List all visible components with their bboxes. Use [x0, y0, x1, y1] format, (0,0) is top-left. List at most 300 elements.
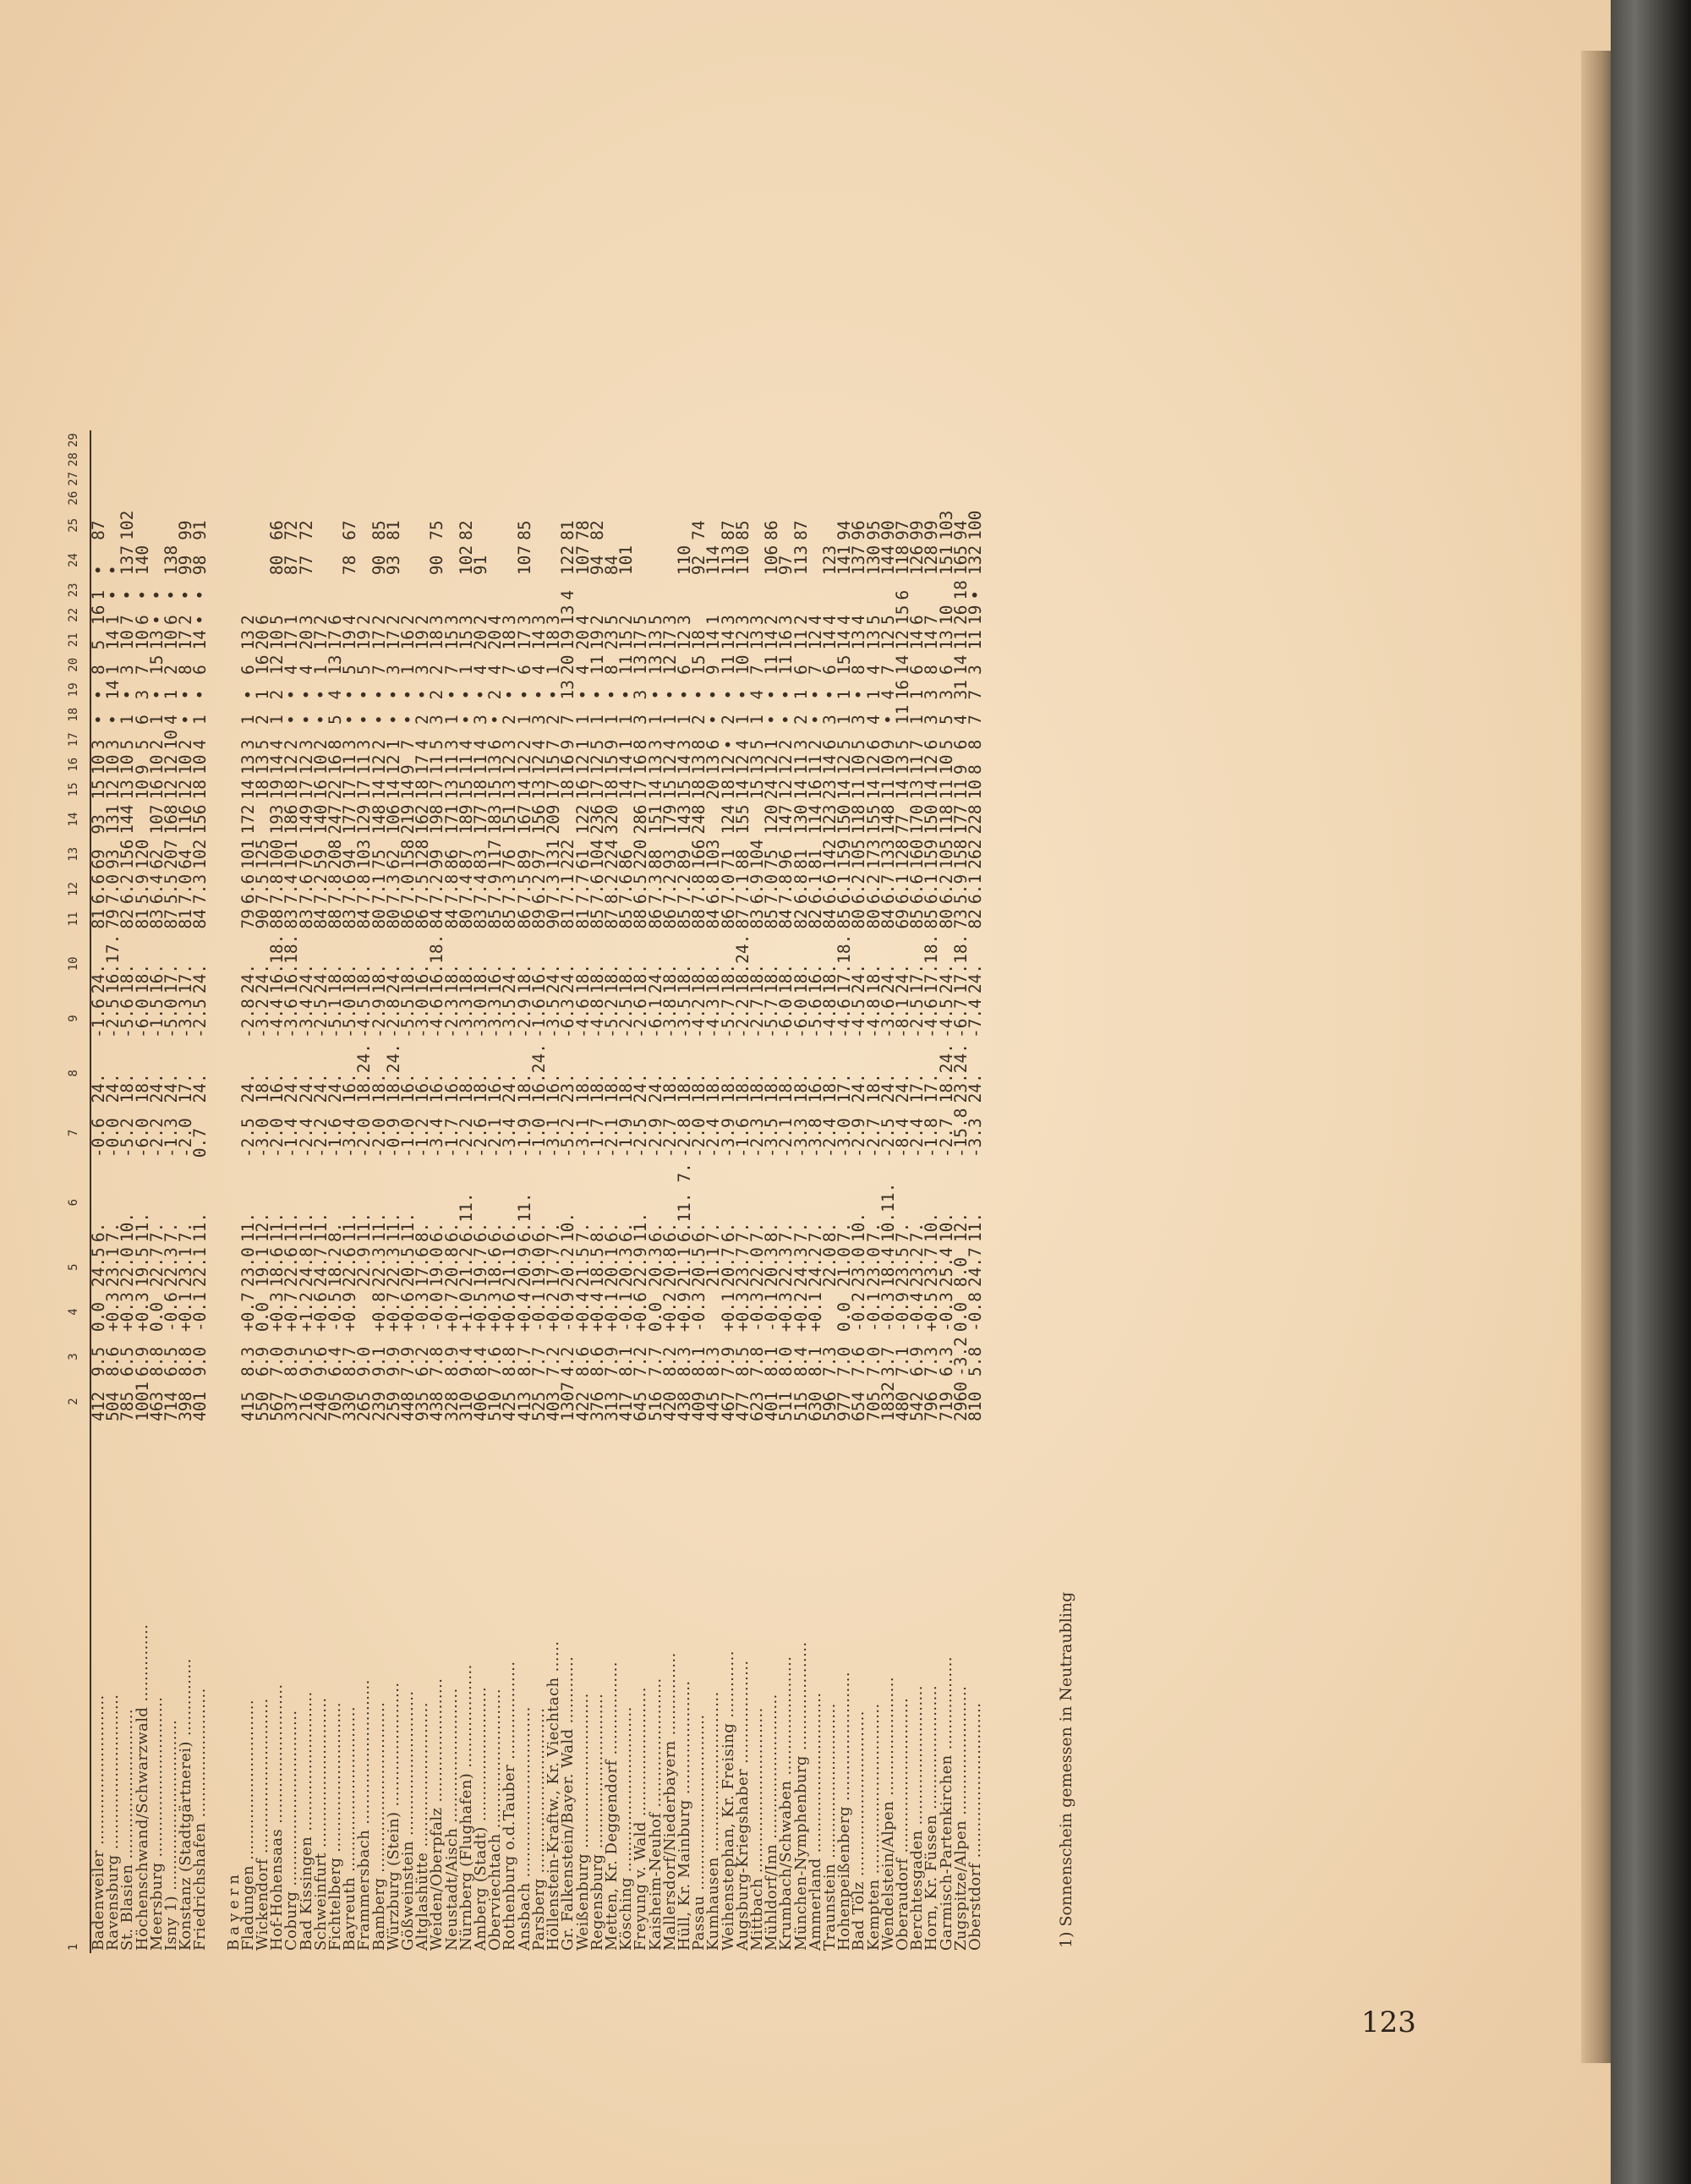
table-cell: 19 — [354, 630, 375, 650]
table-cell: 24. — [878, 963, 898, 994]
table-cell: +0.1 — [601, 1292, 621, 1333]
table-cell: 6.1 — [922, 873, 942, 905]
table-cell: 7.0 — [863, 1346, 884, 1377]
table-cell: -3.5 — [500, 999, 520, 1039]
table-cell: 18 — [558, 779, 578, 800]
table-cell: 4 — [282, 665, 302, 676]
table-cell: -2.5 — [878, 1118, 898, 1158]
table-cell: 3 — [659, 615, 680, 626]
table-cell: 95 — [863, 520, 884, 540]
table-cell: 1 — [791, 689, 811, 700]
table-cell: 13 — [238, 754, 258, 775]
table-cell: 18 — [427, 630, 447, 650]
table-cell: 18. — [863, 1073, 884, 1103]
table-cell: -5.1 — [326, 999, 346, 1039]
table-cell: 18. — [732, 1073, 752, 1103]
table-cell: 1 — [863, 689, 884, 700]
table-cell: 6 — [922, 739, 942, 750]
table-cell: 12 — [732, 630, 752, 650]
table-cell: 516 — [645, 1391, 665, 1421]
table-cell: 12. — [253, 1212, 273, 1243]
table-cell: 4 — [528, 739, 549, 750]
table-cell: 113 — [791, 545, 811, 576]
table-cell — [721, 577, 736, 602]
table-cell: 105 — [936, 839, 956, 869]
table-cell: 7.0 — [718, 873, 738, 905]
table-cell: 7. — [176, 1222, 196, 1243]
table-cell: 6. — [427, 1222, 447, 1243]
section-heading: Bayern — [224, 1870, 243, 1951]
table-cell: 10 — [103, 754, 123, 775]
table-cell: -0.3 — [878, 1292, 898, 1333]
table-cell: 9.6 — [310, 1346, 331, 1377]
table-cell: -6.0 — [132, 999, 152, 1039]
table-cell: 84 — [427, 909, 447, 929]
table-cell: 11 — [587, 654, 607, 676]
table-cell: • — [849, 689, 869, 700]
station-name: Augsburg-Kriegshaber .................... — [733, 1660, 752, 1951]
table-cell: 2 — [544, 714, 564, 725]
table-cell: 7 — [441, 665, 462, 676]
table-cell: 8.1 — [689, 1346, 709, 1377]
table-cell: 6.2 — [863, 873, 884, 905]
table-cell: 17 — [587, 779, 607, 800]
table-cell: 23.0 — [863, 1247, 884, 1288]
station-name: Amberg (Stadt) .......................... — [472, 1686, 490, 1951]
table-cell: 15 — [456, 630, 476, 650]
table-cell: 220 — [631, 839, 651, 869]
table-cell: 6.1 — [965, 873, 985, 905]
table-cell: 189 — [456, 804, 476, 835]
table-cell: 7 — [118, 615, 138, 626]
column-header: 23 — [59, 577, 90, 602]
table-cell: 7. — [161, 1222, 182, 1243]
table-cell: 10 — [732, 654, 752, 676]
table-cell: 12 — [805, 630, 825, 650]
table-cell: 16 — [776, 630, 796, 650]
table-cell — [150, 508, 164, 543]
table-cell: 2 — [176, 615, 196, 626]
table-cell: • — [718, 689, 738, 700]
table-cell: 86 — [398, 909, 419, 929]
table-cell: • — [383, 714, 403, 725]
table-cell: 130 — [863, 545, 884, 576]
table-cell: 3 — [922, 714, 942, 725]
table-cell: 16.17. — [103, 933, 123, 994]
table-cell: 1 — [383, 739, 403, 750]
table-cell: • — [310, 714, 331, 725]
table-cell: 6 — [485, 739, 506, 750]
table-cell: 18. — [118, 963, 138, 994]
table-cell: -2.2 — [456, 1118, 476, 1158]
table-cell: 398 — [176, 1391, 196, 1421]
table-cell: 18.5 — [587, 1247, 607, 1288]
table-cell: 86 — [645, 909, 665, 929]
table-cell: 17 — [310, 630, 331, 650]
table-cell: 12 — [103, 779, 123, 800]
table-cell: 1 — [907, 714, 928, 725]
table-cell: 4 — [340, 615, 360, 626]
table-cell: 18. — [441, 963, 462, 994]
table-cell: • — [703, 714, 724, 725]
table-cell: 14 — [190, 630, 211, 650]
table-cell: • — [718, 739, 738, 750]
table-cell: 1 — [616, 714, 637, 725]
table-cell: 7.8 — [441, 873, 462, 905]
table-cell: -0.3 — [936, 1292, 956, 1333]
table-cell: 12 — [892, 630, 912, 650]
table-cell: 82 — [587, 520, 607, 540]
table-cell: 719 — [936, 1391, 956, 1421]
table-cell: 3 — [500, 739, 520, 750]
table-cell: -7.4 — [965, 999, 985, 1039]
table-cell: • — [296, 714, 316, 725]
column-header: 18 — [59, 703, 90, 727]
table-cell: 17 — [631, 779, 651, 800]
table-cell: 12 — [659, 654, 680, 676]
table-cell: 103 — [936, 510, 956, 540]
table-cell: 4 — [558, 589, 578, 600]
table-cell: 11 — [892, 704, 912, 725]
table-cell: 73 — [950, 909, 971, 929]
table-cell: 17.18. — [922, 933, 942, 994]
table-cell: 16.18. — [282, 933, 302, 994]
table-row — [561, 430, 575, 1953]
column-header: 27 — [59, 469, 90, 489]
station-name: Ansbach ................................. — [515, 1706, 534, 1951]
table-cell — [299, 577, 314, 602]
table-cell: 118 — [936, 804, 956, 835]
table-cell: -6.3 — [558, 999, 578, 1039]
table-cell: 24. — [500, 1073, 520, 1103]
table-cell — [270, 577, 284, 602]
table-cell: 19.7 — [471, 1247, 491, 1288]
table-cell: 14 — [645, 779, 665, 800]
station-name: Weißenburg .............................. — [573, 1693, 592, 1951]
column-header: 21 — [59, 627, 90, 652]
table-cell: 7.9 — [718, 1346, 738, 1377]
table-cell: 7.9 — [601, 1346, 621, 1377]
table-cell — [90, 489, 106, 508]
table-cell: • — [689, 689, 709, 700]
table-cell: 24. — [326, 1073, 346, 1103]
table-cell: • — [878, 714, 898, 725]
table-cell: 247 — [326, 804, 346, 835]
table-cell: 240 — [310, 1391, 331, 1421]
table-cell: 11 — [471, 754, 491, 775]
table-cell: 6.2 — [849, 873, 869, 905]
table-row — [193, 430, 207, 1953]
table-cell: 155 — [863, 804, 884, 835]
table-cell — [648, 543, 663, 577]
table-cell: -0.1 — [528, 1292, 549, 1333]
table-cell: 4 — [849, 615, 869, 626]
table-cell: 17 — [413, 754, 433, 775]
table-cell: 6.9 — [747, 873, 767, 905]
table-cell: 118 — [892, 545, 912, 576]
table-cell: -1.7 — [441, 1118, 462, 1158]
table-cell: 16. — [340, 1073, 360, 1103]
table-cell: -3.3 — [456, 999, 476, 1039]
table-cell: 14 — [528, 630, 549, 650]
table-cell: 24. — [253, 963, 273, 994]
table-cell: 16 — [631, 754, 651, 775]
table-cell — [241, 543, 255, 577]
table-cell — [808, 577, 823, 602]
table-cell: 12 — [282, 754, 302, 775]
table-cell: 6.6 — [907, 873, 928, 905]
column-header: 22 — [59, 603, 90, 627]
table-cell: -2.0 — [267, 1118, 287, 1158]
table-cell: +0.2 — [659, 1292, 680, 1333]
table-cell: 1 — [282, 615, 302, 626]
table-cell: 85 — [732, 520, 752, 540]
table-cell: 22.6 — [340, 1247, 360, 1288]
table-cell: 100 — [267, 839, 287, 869]
table-cell: 7.1 — [732, 873, 752, 905]
table-cell: 6 — [907, 665, 928, 676]
table-cell: -4.6 — [835, 999, 855, 1039]
table-cell: 785 — [118, 1391, 138, 1421]
table-cell: -3.4 — [427, 1118, 447, 1158]
table-cell: 20 — [471, 630, 491, 650]
table-cell: 10 — [118, 754, 138, 775]
table-cell: 2 — [354, 615, 375, 626]
station-name: Fladungen ............................... — [238, 1700, 257, 1951]
table-cell: 16. — [267, 1073, 287, 1103]
table-cell: 99 — [176, 520, 196, 540]
table-cell: 77 — [296, 555, 316, 576]
table-cell: 9.9 — [383, 1346, 403, 1377]
table-cell: 6.1 — [805, 873, 825, 905]
table-cell: 88 — [689, 909, 709, 929]
table-cell — [488, 508, 502, 543]
table-cell: 5 — [878, 615, 898, 626]
table-cell: 22.3 — [776, 1247, 796, 1288]
table-cell: 19 — [413, 630, 433, 650]
table-cell: 11. — [383, 1212, 403, 1243]
table-cell: -6.7 — [950, 999, 971, 1039]
table-cell: 93 — [89, 814, 108, 835]
table-cell: 4 — [267, 739, 287, 750]
table-cell: -4.5 — [354, 999, 375, 1039]
table-cell: 15 — [689, 654, 709, 676]
table-cell: 5 — [267, 615, 287, 626]
table-cell: 7.0 — [398, 873, 419, 905]
table-cell: 219 — [398, 804, 419, 835]
table-cell: 7.8 — [326, 873, 346, 905]
table-cell: 630 — [805, 1391, 825, 1421]
table-cell: 7.4 — [471, 873, 491, 905]
table-cell: 8.2 — [659, 1346, 680, 1377]
table-cell: 15 — [659, 779, 680, 800]
table-cell: • — [587, 689, 607, 700]
table-cell: 7.6 — [849, 1346, 869, 1377]
station-name: Frammersbach ............................ — [355, 1679, 374, 1951]
table-cell: 15 — [456, 779, 476, 800]
table-cell: 122 — [558, 545, 578, 576]
table-cell: 3 — [383, 665, 403, 676]
table-cell: 144 — [878, 545, 898, 576]
table-cell: • — [146, 615, 167, 626]
table-cell: 11 — [805, 754, 825, 775]
table-cell: 0.0 — [645, 1301, 665, 1333]
table-cell: • — [674, 689, 694, 700]
table-cell: 8.3 — [703, 1346, 724, 1377]
table-cell: 3 — [132, 689, 152, 700]
table-cell: -3.8 — [659, 999, 680, 1039]
station-name: Horn, Kr. Füssen ........................ — [922, 1685, 941, 1951]
table-cell: 7.7 — [528, 1346, 549, 1377]
table-cell: +1.0 — [456, 1292, 476, 1333]
table-cell: 16. — [485, 1073, 506, 1103]
table-cell: +0.3 — [776, 1292, 796, 1333]
table-cell: 4 — [747, 689, 767, 700]
table-cell: 143 — [674, 804, 694, 835]
table-cell: 18. — [718, 1073, 738, 1103]
table-cell: 87 — [791, 520, 811, 540]
table-cell: 179 — [659, 804, 680, 835]
table-cell: 10 — [878, 754, 898, 775]
table-cell: 10 — [190, 754, 211, 775]
table-cell: 7.3 — [383, 873, 403, 905]
table-cell: -1.6 — [528, 999, 549, 1039]
table-cell: 6.4 — [326, 1346, 346, 1377]
table-cell: 6.2 — [413, 1346, 433, 1377]
table-cell: 76 — [500, 849, 520, 869]
table-cell: 99 — [427, 849, 447, 869]
table-cell: 14 — [514, 779, 534, 800]
table-cell: 81 — [572, 909, 593, 929]
table-cell: 1 — [89, 589, 108, 600]
table-cell: 2 — [791, 615, 811, 626]
table-cell: 3 — [544, 615, 564, 626]
table-cell: 159 — [835, 839, 855, 869]
table-cell: 9.5 — [296, 1346, 316, 1377]
table-cell: 17. — [907, 963, 928, 994]
table-cell: 18. — [703, 1073, 724, 1103]
table-cell: -4.8 — [587, 999, 607, 1039]
table-cell: 80 — [267, 555, 287, 576]
table-cell: 8.9 — [441, 1346, 462, 1377]
table-cell: 209 — [544, 804, 564, 835]
table-cell: 0.0 — [950, 1301, 971, 1333]
table-cell: -4.6 — [572, 999, 593, 1039]
table-cell: 2 — [776, 739, 796, 750]
table-cell: 83 — [471, 849, 491, 869]
table-cell: -5.7 — [718, 999, 738, 1039]
table-cell: 20.3 — [762, 1247, 782, 1288]
table-cell: -4.6 — [922, 999, 942, 1039]
table-cell: 420 — [659, 1391, 680, 1421]
table-cell: 12 — [776, 779, 796, 800]
table-cell: 24. — [558, 963, 578, 994]
table-cell: 2 — [689, 714, 709, 725]
table-cell: -4.5 — [936, 999, 956, 1039]
table-cell: 10 — [176, 754, 196, 775]
table-cell: 239 — [369, 1391, 389, 1421]
table-cell: 101 — [616, 545, 637, 576]
table-cell: 11. — [965, 1212, 985, 1243]
table-cell: 82 — [118, 909, 138, 929]
table-cell: 22.7 — [146, 1247, 167, 1288]
table-cell: -3.1 — [572, 1118, 593, 1158]
table-cell: 16 — [558, 754, 578, 775]
table-cell: 2 — [485, 689, 506, 700]
table-cell: 18. — [132, 963, 152, 994]
table-cell: 14 — [863, 779, 884, 800]
table-cell: 248 — [689, 804, 709, 835]
table-cell: 6 — [326, 615, 346, 626]
station-name: Wickendorf .............................. — [254, 1698, 272, 1951]
table-cell: 124 — [718, 804, 738, 835]
table-cell: 80 — [456, 909, 476, 929]
table-cell: 20 — [703, 779, 724, 800]
table-cell: 14 — [950, 654, 971, 676]
table-cell: 5 — [835, 739, 855, 750]
table-cell: 13 — [485, 754, 506, 775]
table-cell: 17 — [544, 779, 564, 800]
table-cell — [750, 577, 764, 602]
table-cell: 10.11. — [878, 1182, 898, 1243]
table-cell: • — [805, 689, 825, 700]
table-cell: 18. — [762, 1073, 782, 1103]
table-cell: 3 — [413, 665, 433, 676]
table-cell: 81 — [132, 909, 152, 929]
table-cell: 7 — [500, 665, 520, 676]
table-cell: • — [146, 589, 167, 600]
table-cell: 445 — [703, 1391, 724, 1421]
table-cell: 15 — [747, 779, 767, 800]
table-cell: 83 — [146, 909, 167, 929]
table-cell: 5 — [849, 739, 869, 750]
table-cell: 16. — [146, 963, 167, 994]
table-cell: 81 — [791, 849, 811, 869]
table-cell: 69 — [892, 909, 912, 929]
table-cell: 31 — [950, 680, 971, 700]
table-cell: 5 — [863, 615, 884, 626]
table-cell: 4 — [659, 739, 680, 750]
table-cell: 10 — [118, 630, 138, 650]
table-cell: 156 — [528, 804, 549, 835]
table-cell: 2 — [310, 739, 331, 750]
table-cell: 150 — [835, 804, 855, 835]
table-cell: 18. — [689, 963, 709, 994]
table-cell: -2.7 — [747, 999, 767, 1039]
table-cell: -0.2 — [849, 1292, 869, 1333]
table-cell: -3.2 — [950, 1337, 971, 1377]
table-cell: 20.1 — [601, 1247, 621, 1288]
table-cell: 4 — [528, 665, 549, 676]
table-cell: -6.0 — [776, 999, 796, 1039]
table-cell: 4 — [878, 689, 898, 700]
table-cell: 21.1 — [674, 1247, 694, 1288]
table-cell: 18. — [118, 1073, 138, 1103]
table-cell: 13 — [631, 654, 651, 676]
table-cell: 6.11. — [456, 1192, 476, 1243]
station-name: Bamberg ................................. — [369, 1701, 388, 1951]
table-cell: 8 — [965, 764, 985, 775]
table-cell: 8.1 — [616, 1346, 637, 1377]
table-cell: -3.0 — [253, 1118, 273, 1158]
table-cell: 22.6 — [282, 1247, 302, 1288]
table-cell: 85 — [500, 909, 520, 929]
table-cell: 20 — [296, 630, 316, 650]
table-cell: 24. — [296, 1073, 316, 1103]
table-cell: -2.8 — [674, 1118, 694, 1158]
table-cell: 13 — [118, 779, 138, 800]
table-cell: -4.2 — [689, 999, 709, 1039]
